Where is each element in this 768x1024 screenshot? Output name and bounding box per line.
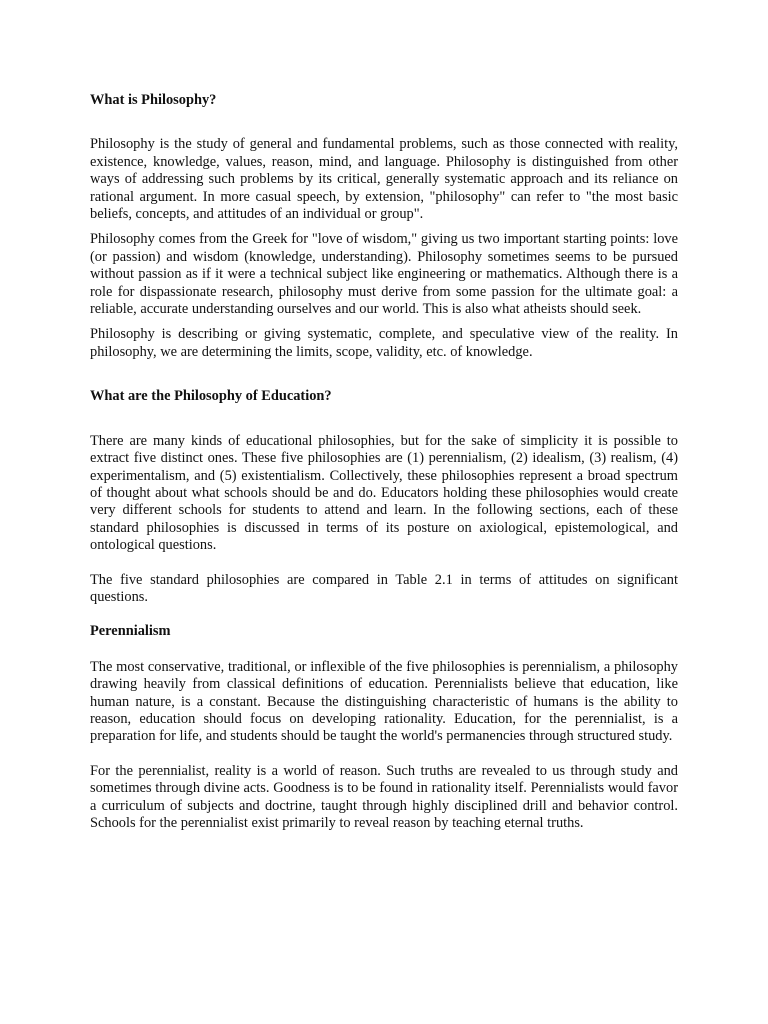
paragraph-perennialism-overview: The most conservative, traditional, or inflexible of the five philosophies is perennialism, a philosophy drawing heavily from classical definitions of education. Perennialists believe that education, like human nature, is a constant. Because the distinguishing characteristic of humans is the ability to reason, education should focus on developing rationality. Education, for the perennialist, is a preparation for life, and students should be taught the world's permanencies through structured study. [90,658,678,745]
paragraph-perennialism-reality: For the perennialist, reality is a world of reason. Such truths are revealed to us through study and sometimes through divine acts. Goodness is to be found in rationality itself. Perennialists would favor a curriculum of subjects and doctrine, taught through highly disciplined drill and behavior control. Schools for the perennialist exist primarily to reveal reason by teaching eternal truths. [90,762,678,831]
heading-what-is-philosophy: What is Philosophy? [90,92,217,108]
document-body [90,92,678,832]
heading-perennialism: Perennialism [90,623,171,640]
paragraph-educational-philosophies: There are many kinds of educational philosophies, but for the sake of simplicity it is possible to extract five distinct ones. These five philosophies are (1) perennialism, (2) idealism, (3) realism, (4) experimentalism, and (5) existentialism. Collectively, these philosophies represent a broad spectrum of thought about what schools should be and do. Educators holding these philosophies would create very different schools for students to attend and learn. In the following sections, each of these standard philosophies is discussed in terms of its posture on axiological, epistemological, and ontological questions. [90,432,678,554]
paragraph-philosophy-origin: Philosophy comes from the Greek for "love of wisdom," giving us two important starting points: love (or passion) and wisdom (knowledge, understanding). Philosophy sometimes seems to be pursued without passion as if it were a technical subject like engineering or mathematics. Although there is a role for dispassionate research, philosophy must derive from some passion for the ultimate goal: a reliable, accurate understanding ourselves and our world. This is also what atheists should seek. [90,231,678,318]
paragraph-philosophy-definition: Philosophy is the study of general and fundamental problems, such as those connected with reality, existence, knowledge, values, reason, mind, and language. Philosophy is distinguished from other ways of addressing such problems by its critical, generally systematic approach and its reliance on rational argument. In more casual speech, by extension, "philosophy" can refer to "the most basic beliefs, concepts, and attitudes of an individual or group". [90,136,678,223]
paragraph-philosophy-description: Philosophy is describing or giving systematic, complete, and speculative view of the reality. In philosophy, we are determining the limits, scope, validity, etc. of knowledge. [90,326,678,360]
heading-philosophy-of-education: What are the Philosophy of Education? [90,388,332,405]
paragraph-table-comparison: The five standard philosophies are compared in Table 2.1 in terms of attitudes on significant questions. [90,571,678,605]
